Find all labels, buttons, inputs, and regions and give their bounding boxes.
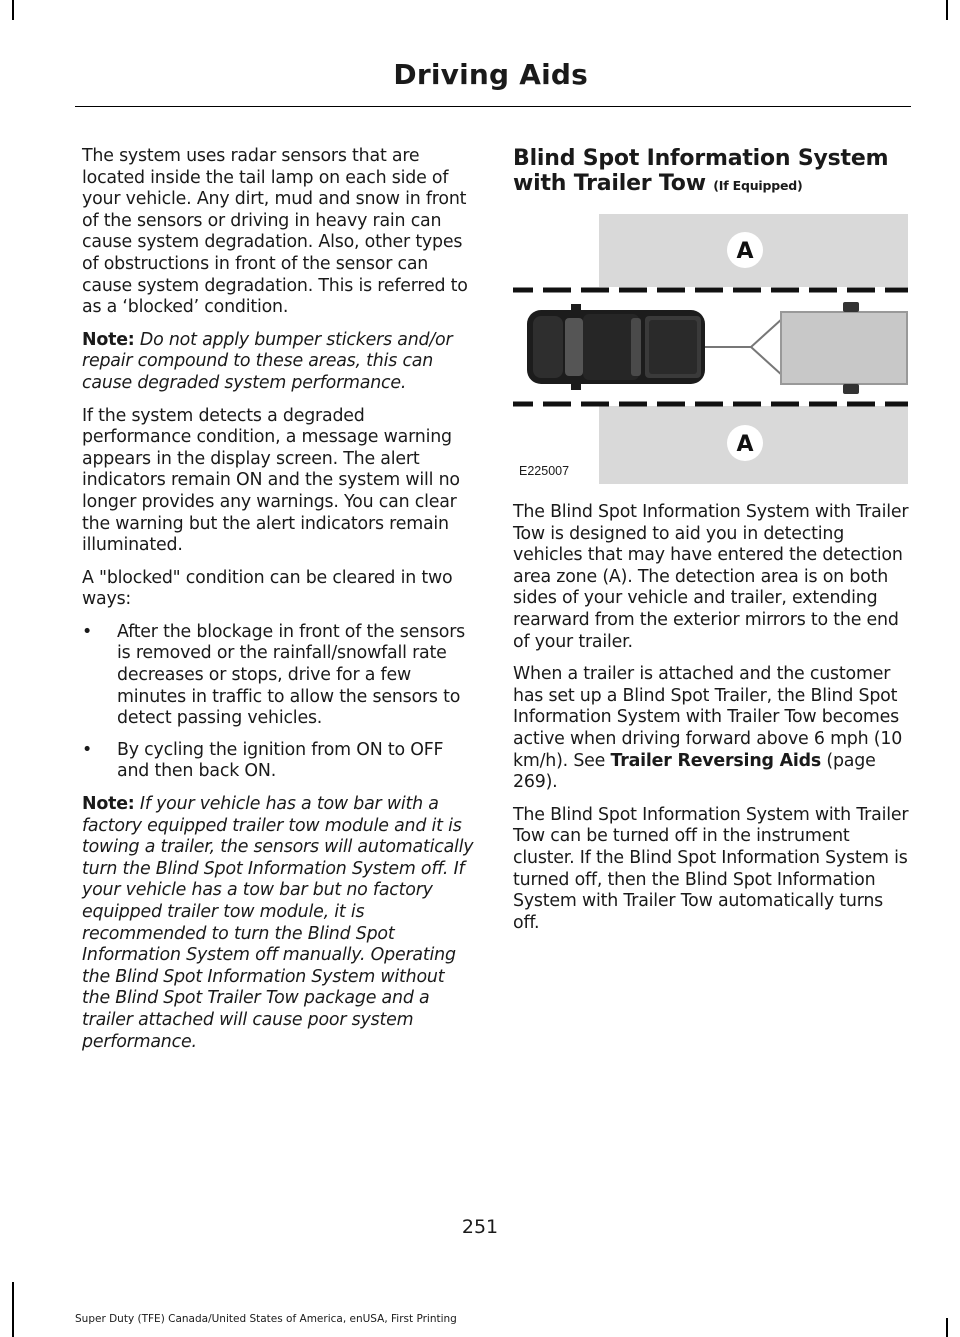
bullet-icon: •: [82, 739, 93, 760]
degraded-paragraph: If the system detects a degraded performance condition, a message warning appears in the display screen. The alert indicators remain ON and the system will no longer provides any warnings. You can clear the warning but the alert indicators remain illuminated.: [82, 405, 460, 556]
footer-text: Super Duty (TFE) Canada/United States of America, enUSA, First Printing: [75, 1313, 457, 1325]
left-column: [82, 146, 477, 1064]
zone-badge-top: [727, 232, 763, 268]
crop-mark-bottom-right: [946, 1318, 948, 1337]
zone-label-top: A: [736, 239, 754, 264]
bsi-trailer-description: The Blind Spot Information System with Trailer Tow is designed to aid you in detecting vehicles that may have entered the detection area zone (A). The detection area is on both sides of your vehicle and trailer, extending rearward from the exterior mirrors to the end of your trailer.: [513, 502, 909, 652]
page-title: Driving Aids: [393, 58, 588, 91]
note-bumper-stickers: [82, 330, 477, 395]
page-number: 251: [461, 1216, 499, 1238]
crop-mark-top-right: [946, 0, 948, 20]
trailer-tow-diagram: [513, 214, 908, 484]
crop-mark-bottom-left: [12, 1282, 14, 1337]
list-item-text: By cycling the ignition from ON to OFF and then back ON.: [117, 739, 444, 782]
activation-text: When a trailer is attached and the customer has set up a Blind Spot Trailer, the Blind Spot Information System with Trailer Tow becomes active when driving forward above 6 mph (10 km/h). See: [513, 664, 903, 771]
zone-label-bottom: A: [736, 432, 754, 457]
section-heading-text: Blind Spot Information System with Trailer Tow: [513, 146, 889, 196]
turn-off-paragraph: The Blind Spot Information System with Trailer Tow can be turned off in the instrument cluster. If the Blind Spot Information System is turned off, then the Blind Spot Information System with Trailer Tow automatically turns off.: [513, 804, 909, 933]
intro-paragraph: The system uses radar sensors that are located inside the tail lamp on each side of your vehicle. Any dirt, mud and snow in front of the sensors or driving in heavy rain can cause system degradation. Also, other types of obstructions in front of the sensor can cause system degradation. This is referred to as a ‘blocked’ condition.: [82, 146, 468, 318]
section-heading: [513, 146, 909, 198]
if-equipped-tag: (If Equipped): [713, 178, 803, 193]
bullet-icon: •: [82, 621, 93, 642]
zone-badge-bottom: [727, 425, 763, 461]
page-reference: (page 269).: [513, 750, 876, 793]
list-item: [82, 622, 477, 730]
trailer-reversing-aids-link[interactable]: Trailer Reversing Aids: [610, 750, 822, 771]
truck-icon: [527, 304, 705, 390]
list-item-text: After the blockage in front of the sensors is removed or the rainfall/snowfall rate decreases or stops, drive for a few minutes in traffic to allow the sensors to detect passing vehicles.: [117, 621, 466, 729]
blocked-intro-paragraph: A "blocked" condition can be cleared in two ways:: [82, 567, 453, 610]
activation-paragraph: [513, 664, 909, 794]
list-item: [82, 740, 477, 783]
blocked-clear-list: [82, 622, 477, 783]
trailer-icon: [781, 302, 907, 394]
note-text: Do not apply bumper stickers and/or repair compound to these areas, this can cause degraded system performance.: [82, 329, 453, 393]
note-label: Note:: [82, 329, 135, 350]
header-divider: [75, 106, 911, 107]
right-column: [513, 146, 909, 945]
note-tow-bar: [82, 794, 477, 1053]
note-text: If your vehicle has a tow bar with a factory equipped trailer tow module and it is towing a trailer, the sensors will automatically turn the Blind Spot Information System off. If your vehicle has a tow bar but no factory equipped trailer tow module, it is recommended to turn the Blind Spot Information System off manually. Operating the Blind Spot Information System without the Blind Spot Trailer Tow package and a trailer attached will cause poor system performance.: [82, 794, 474, 1052]
diagram-svg: [513, 214, 908, 484]
hitch-icon: [705, 318, 783, 376]
crop-mark-top-left: [12, 0, 14, 20]
figure-id: E225007: [519, 464, 570, 478]
note-label: Note:: [82, 794, 135, 815]
